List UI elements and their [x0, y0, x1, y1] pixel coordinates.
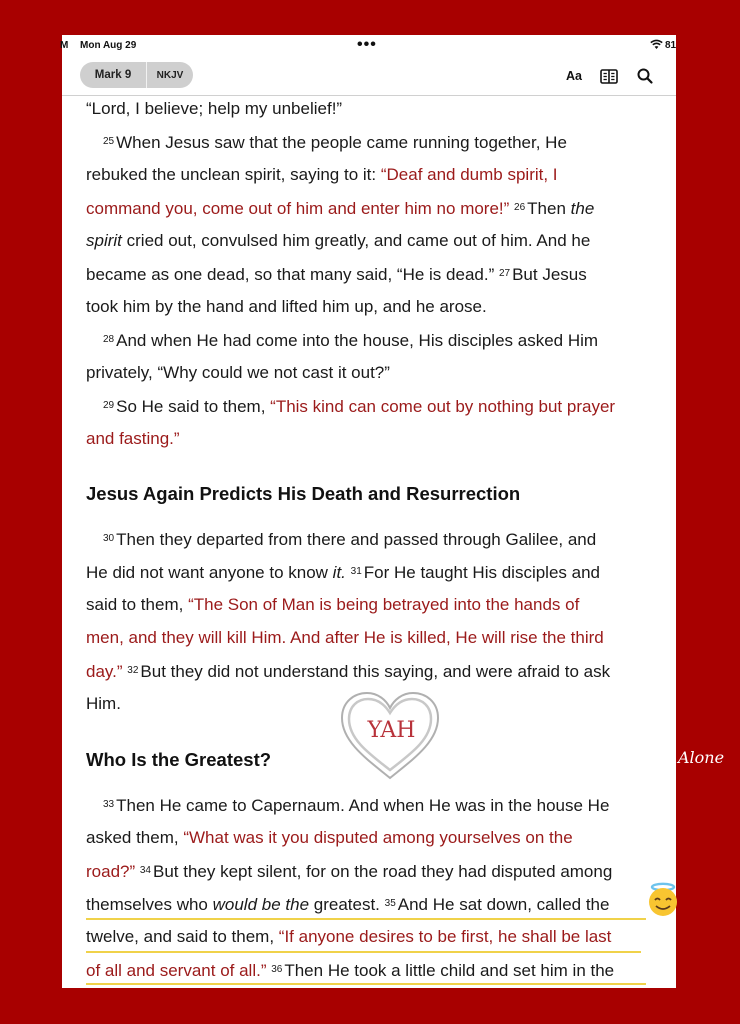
text-line	[86, 694, 121, 714]
font-settings-button[interactable]: Aa	[566, 69, 582, 83]
verse-number[interactable]: 30	[103, 533, 115, 544]
wifi-icon	[650, 39, 663, 50]
verse-number[interactable]: 26	[514, 202, 526, 213]
text-line	[86, 330, 598, 351]
text-span: took him by the hand and lifted him up, and he arose.	[86, 297, 487, 316]
text-span: Then	[527, 199, 571, 218]
section-heading: Who Is the Greatest?	[86, 749, 272, 770]
text-span: cried out, convulsed him greatly, and came out of him. And he	[121, 231, 591, 250]
verse-number[interactable]: 25	[103, 136, 115, 147]
reader-toolbar	[62, 57, 676, 96]
text-line	[86, 795, 609, 816]
text-span: Then He came to Capernaum. And when He was in the house He	[116, 796, 610, 815]
text-span: And He sat down, called the	[397, 895, 610, 914]
multitask-dots-icon[interactable]: •••	[357, 36, 377, 53]
text-line	[86, 861, 612, 882]
verse-number[interactable]: 27	[498, 268, 511, 279]
words-of-jesus: command you, come out of him and enter him no more!”	[86, 199, 510, 218]
italic-word: it.	[332, 563, 346, 582]
text-span: themselves who	[86, 895, 213, 914]
text-line	[86, 198, 594, 219]
text-line	[86, 231, 590, 251]
passage-selector	[80, 62, 193, 88]
verse-number[interactable]: 35	[384, 898, 396, 909]
heart-text: YAH	[367, 718, 416, 743]
words-of-jesus: “The Son of Man is being betrayed into the hands of	[188, 595, 580, 614]
highlight-underline	[86, 951, 641, 953]
text-line	[86, 628, 604, 648]
italic-word: spirit	[86, 231, 122, 250]
text-span: said to them,	[86, 595, 189, 614]
text-span: He did not want anyone to know	[86, 563, 333, 582]
version-button[interactable]: NKJV	[156, 69, 184, 81]
verse-number[interactable]: 31	[350, 566, 362, 577]
text-line	[86, 429, 180, 449]
text-line	[86, 828, 573, 848]
verse-number[interactable]: 29	[103, 400, 115, 411]
status-time: M	[60, 40, 69, 51]
words-of-jesus: “If anyone desires to be first, he shall be last	[278, 927, 612, 946]
text-span: For He taught His disciples and	[363, 563, 600, 582]
highlight-underline	[86, 918, 646, 920]
text-line	[86, 562, 600, 583]
smiling-halo-emoji-icon	[645, 882, 681, 918]
verse-number[interactable]: 32	[127, 665, 139, 676]
text-span: Then they departed from there and passed through Galilee, and	[116, 530, 597, 549]
highlight-underline	[86, 983, 646, 985]
words-of-jesus: road?”	[86, 862, 136, 881]
text-span: When Jesus saw that the people came running together, He	[116, 133, 567, 152]
text-line	[86, 99, 342, 119]
search-icon[interactable]	[636, 68, 654, 84]
text-span: rebuked the unclean spirit, saying to it:	[86, 165, 381, 184]
italic-word: would be the	[212, 895, 310, 914]
side-caption: Alone	[678, 748, 725, 767]
text-line	[86, 297, 487, 317]
section-heading: Jesus Again Predicts His Death and Resurrection	[86, 483, 521, 504]
book-chapter-button[interactable]: Mark 9	[80, 62, 147, 88]
words-of-jesus: “What was it you disputed among yourselves on the	[183, 828, 573, 847]
text-span: So He said to them,	[116, 397, 271, 416]
text-line	[86, 894, 609, 915]
text-span: “Lord, I believe; help my unbelief!”	[86, 99, 343, 118]
text-line	[86, 927, 611, 947]
parallel-view-icon[interactable]	[599, 68, 619, 84]
verse-number[interactable]: 36	[271, 964, 283, 975]
words-of-jesus: day.”	[86, 662, 123, 681]
text-span: Then He took a little child and set him in the	[284, 961, 615, 980]
text-span: But Jesus	[512, 265, 587, 284]
text-line	[86, 661, 610, 682]
verse-number[interactable]: 28	[103, 334, 115, 345]
words-of-jesus: men, and they will kill Him. And after He is killed, He will rise the third	[86, 628, 604, 647]
status-bar	[62, 35, 676, 57]
text-line	[86, 595, 579, 615]
verse-number[interactable]: 33	[103, 799, 115, 810]
text-span: But they kept silent, for on the road they had disputed among	[153, 862, 613, 881]
text-span: But they did not understand this saying, and were afraid to ask	[140, 662, 611, 681]
words-of-jesus: of all and servant of all.”	[86, 961, 267, 980]
text-span: Him.	[86, 694, 121, 713]
text-span: privately, “Why could we not cast it out?”	[86, 363, 390, 382]
words-of-jesus: “This kind can come out by nothing but prayer	[270, 397, 616, 416]
battery-level: 81	[665, 40, 677, 51]
text-span: greatest.	[309, 895, 380, 914]
text-line	[86, 165, 558, 185]
text-span: asked them,	[86, 828, 184, 847]
text-line	[86, 363, 390, 383]
status-date: Mon Aug 29	[80, 40, 137, 51]
text-span: And when He had come into the house, His disciples asked Him	[116, 331, 599, 350]
verse-number[interactable]: 34	[139, 865, 151, 876]
italic-word: the	[570, 199, 595, 218]
text-span: twelve, and said to them,	[86, 927, 279, 946]
text-line	[86, 132, 567, 153]
words-of-jesus: “Deaf and dumb spirit, I	[380, 165, 558, 184]
text-span: became as one dead, so that many said, “He is dead.”	[86, 265, 495, 284]
text-line	[86, 529, 596, 550]
words-of-jesus: and fasting.”	[86, 429, 180, 448]
reader-screen	[62, 35, 676, 988]
text-line	[86, 960, 614, 981]
text-line	[86, 396, 615, 417]
text-line	[86, 264, 587, 285]
